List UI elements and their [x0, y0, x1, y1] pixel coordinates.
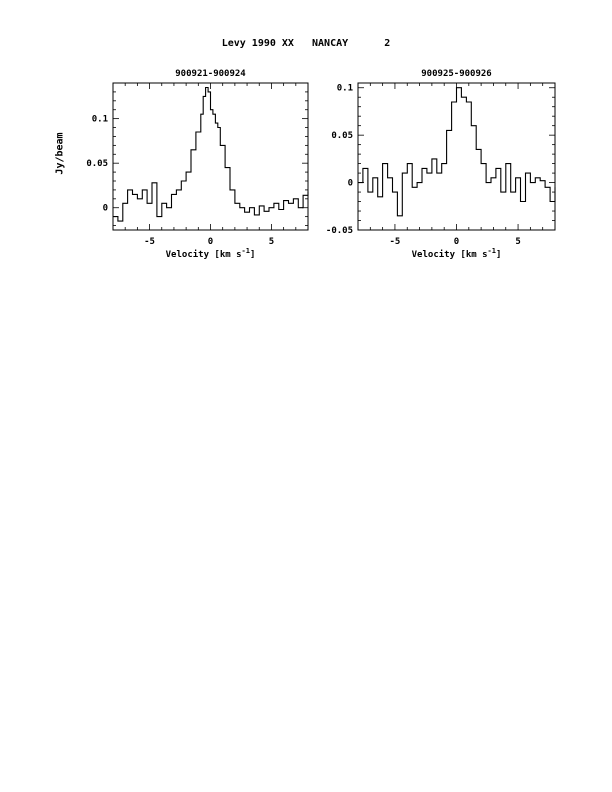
panel-2-x-tick-label: 0: [453, 237, 460, 247]
panel-1-x-label: Velocity [km $s^{-1}$]: [165, 247, 256, 260]
page-title: Levy 1990 XX NANCAY 2: [221, 38, 391, 49]
panel-2-y-tick-label: 0: [347, 178, 353, 189]
panel-1-title: 900921-900924: [175, 69, 246, 79]
panel-1-y-tick-label: 0.05: [86, 159, 108, 170]
panel-2-spectrum-line: [358, 88, 555, 216]
panel-2-x-tick-label: -5: [389, 237, 401, 247]
panel-1-y-tick-label: 0.1: [91, 114, 108, 125]
panel-2-y-tick-label: 0.05: [331, 131, 353, 142]
y-axis-label: Jy/beam: [54, 132, 66, 175]
panel-2-title: 900925-900926: [421, 69, 492, 79]
panel-1-spectrum-line: [113, 88, 308, 222]
panel-1-x-tick-label: 5: [268, 237, 275, 247]
panel-2-x-label: Velocity [km $s^{-1}$]: [411, 247, 502, 260]
panel-2-frame: [358, 83, 555, 230]
panel-2-y-tick-label: 0.1: [336, 83, 353, 94]
panel-1-y-tick-label: 0: [102, 203, 108, 214]
panel-2-x-tick-label: 5: [515, 237, 521, 247]
panel-2-y-tick-label: -0.05: [325, 226, 353, 236]
panel-1-x-tick-label: -5: [144, 237, 155, 247]
panel-1-x-tick-label: 0: [207, 237, 214, 247]
